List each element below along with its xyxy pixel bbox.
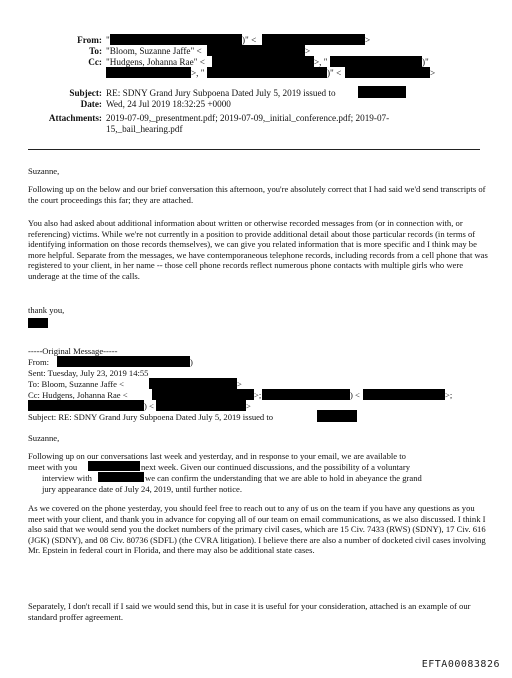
redaction-box — [106, 67, 191, 78]
to-value-end: > — [305, 46, 311, 56]
attachment-link[interactable]: 15,_bail_hearing.pdf — [106, 124, 183, 134]
original-to: To: Bloom, Suzanne Jaffe < — [28, 379, 124, 389]
original-subject: Subject: RE: SDNY Grand Jury Subpoena Dated July 5, 2019 issued to — [28, 412, 274, 422]
redaction-box — [262, 389, 350, 400]
redaction-box — [345, 67, 430, 78]
redaction-box — [152, 389, 254, 400]
redaction-box — [330, 56, 422, 67]
body-paragraph: Following up on the below and our brief conversation this afternoon, you're absolutely correct that I had said we'd send transcripts of the court proceedings this far; they are attached. — [28, 184, 486, 205]
attachments-label: Attachments: — [48, 113, 102, 123]
original-paragraph-line: interview with — [42, 473, 92, 483]
from-value-mid: )" < — [242, 35, 257, 45]
to-label: To: — [89, 46, 102, 56]
original-sent: Sent: Tuesday, July 23, 2019 14:55 — [28, 368, 149, 378]
header-divider — [28, 149, 480, 150]
from-value-start: " — [106, 35, 110, 45]
bates-number: EFTA00083826 — [421, 659, 500, 670]
signoff: thank you, — [28, 305, 65, 315]
cc-value-mid: >, " — [314, 57, 328, 67]
original-paragraph: As we covered on the phone yesterday, you should feel free to reach out to any of us on the team if you have any questions as you meet with your client, and thank you in advance for copying all of our team on email communications, as we also discussed. I think I also said that we would send you the docket numbers of the primary civil cases, which are 15 Civ. 7433 (RWS) (SDNY), 17 Civ. 616 (JGK) (SDNY), and 08 Civ. 80736 (SDFL) (the CVRA litigation). I believe there are also a number of docketed civil cases involving Mr. Epstein in federal court in Florida, and there may also be additional state cases. — [28, 503, 486, 556]
redaction-box — [207, 45, 305, 56]
original-paragraph-line: next week. Given our continued discussions, and the possibility of a voluntary — [141, 462, 410, 472]
redaction-box — [317, 410, 357, 422]
body-paragraph: You also had asked about additional information about written or otherwise recorded messages from (or in connection with, or referencing) victims. While we're not currently in a position to provide additional detail about those particular records (in terms of identifying information on those records themselves), we can give you related information that is more specific and I think may be more helpful. Separate from the messages, we have contemporaneous telephone records, including records from a cell phone that was registered to your client, in her name -- those cell phone records reflect numerous phone contacts with multiple girls who were underage at the time of the calls. — [28, 218, 488, 281]
date-value: Wed, 24 Jul 2019 18:32:25 +0000 — [106, 99, 231, 109]
redaction-box — [149, 378, 237, 389]
original-from-end: ) — [190, 357, 193, 367]
subject-label: Subject: — [69, 88, 102, 98]
redaction-box — [156, 400, 246, 411]
cc-value: "Hudgens, Johanna Rae" < — [106, 57, 205, 67]
original-paragraph: Separately, I don't recall if I said we would send this, but in case it is useful for your consideration, attached is an example of our standard proffer agreement. — [28, 601, 471, 622]
redaction-box — [28, 400, 144, 411]
original-cc: Cc: Hudgens, Johanna Rae < — [28, 390, 128, 400]
redaction-box — [98, 472, 144, 482]
original-cc-mid: >; — [254, 390, 262, 400]
original-message-separator: -----Original Message----- — [28, 346, 118, 356]
original-cc-line2: ) < — [144, 401, 154, 411]
date-label: Date: — [80, 99, 102, 109]
redaction-box — [57, 356, 190, 367]
redaction-box — [110, 34, 242, 45]
attachment-link[interactable]: 2019-07-09,_presentment.pdf; 2019-07-09,_initial_conference.pdf; 2019-07- — [106, 113, 390, 123]
redaction-box — [363, 389, 445, 400]
original-from-label: From: — [28, 357, 50, 367]
original-cc-line2-end: > — [246, 401, 251, 411]
original-to-end: > — [237, 379, 242, 389]
redaction-box — [262, 34, 365, 45]
original-paragraph-line: Following up on our conversations last week and yesterday, and in response to your email, we are available to — [28, 451, 406, 461]
from-value-end: > — [365, 35, 371, 45]
cc-line2-mid: >, " — [191, 68, 205, 78]
original-paragraph-line: meet with you — [28, 462, 78, 472]
cc-value-end: )" — [422, 57, 429, 67]
redaction-box — [28, 318, 48, 328]
redaction-box — [358, 86, 406, 98]
from-label: From: — [77, 35, 102, 45]
subject-value: RE: SDNY Grand Jury Subpoena Dated July 5, 2019 issued to — [106, 88, 336, 98]
greeting: Suzanne, — [28, 166, 60, 176]
cc-line2-mid2: )" < — [327, 68, 342, 78]
original-cc-mid2: ) < — [350, 390, 360, 400]
original-paragraph-line: we can confirm the understanding that we are able to hold in abeyance the grand — [145, 473, 422, 483]
redaction-box — [207, 67, 327, 78]
cc-line2-end: > — [430, 68, 436, 78]
original-paragraph-line: jury appearance date of July 24, 2019, until further notice. — [42, 484, 242, 494]
redaction-box — [88, 461, 140, 471]
original-greeting: Suzanne, — [28, 433, 60, 443]
to-value: "Bloom, Suzanne Jaffe" < — [106, 46, 202, 56]
cc-label: Cc: — [88, 57, 102, 67]
original-cc-mid3: >; — [445, 390, 453, 400]
redaction-box — [212, 56, 314, 67]
